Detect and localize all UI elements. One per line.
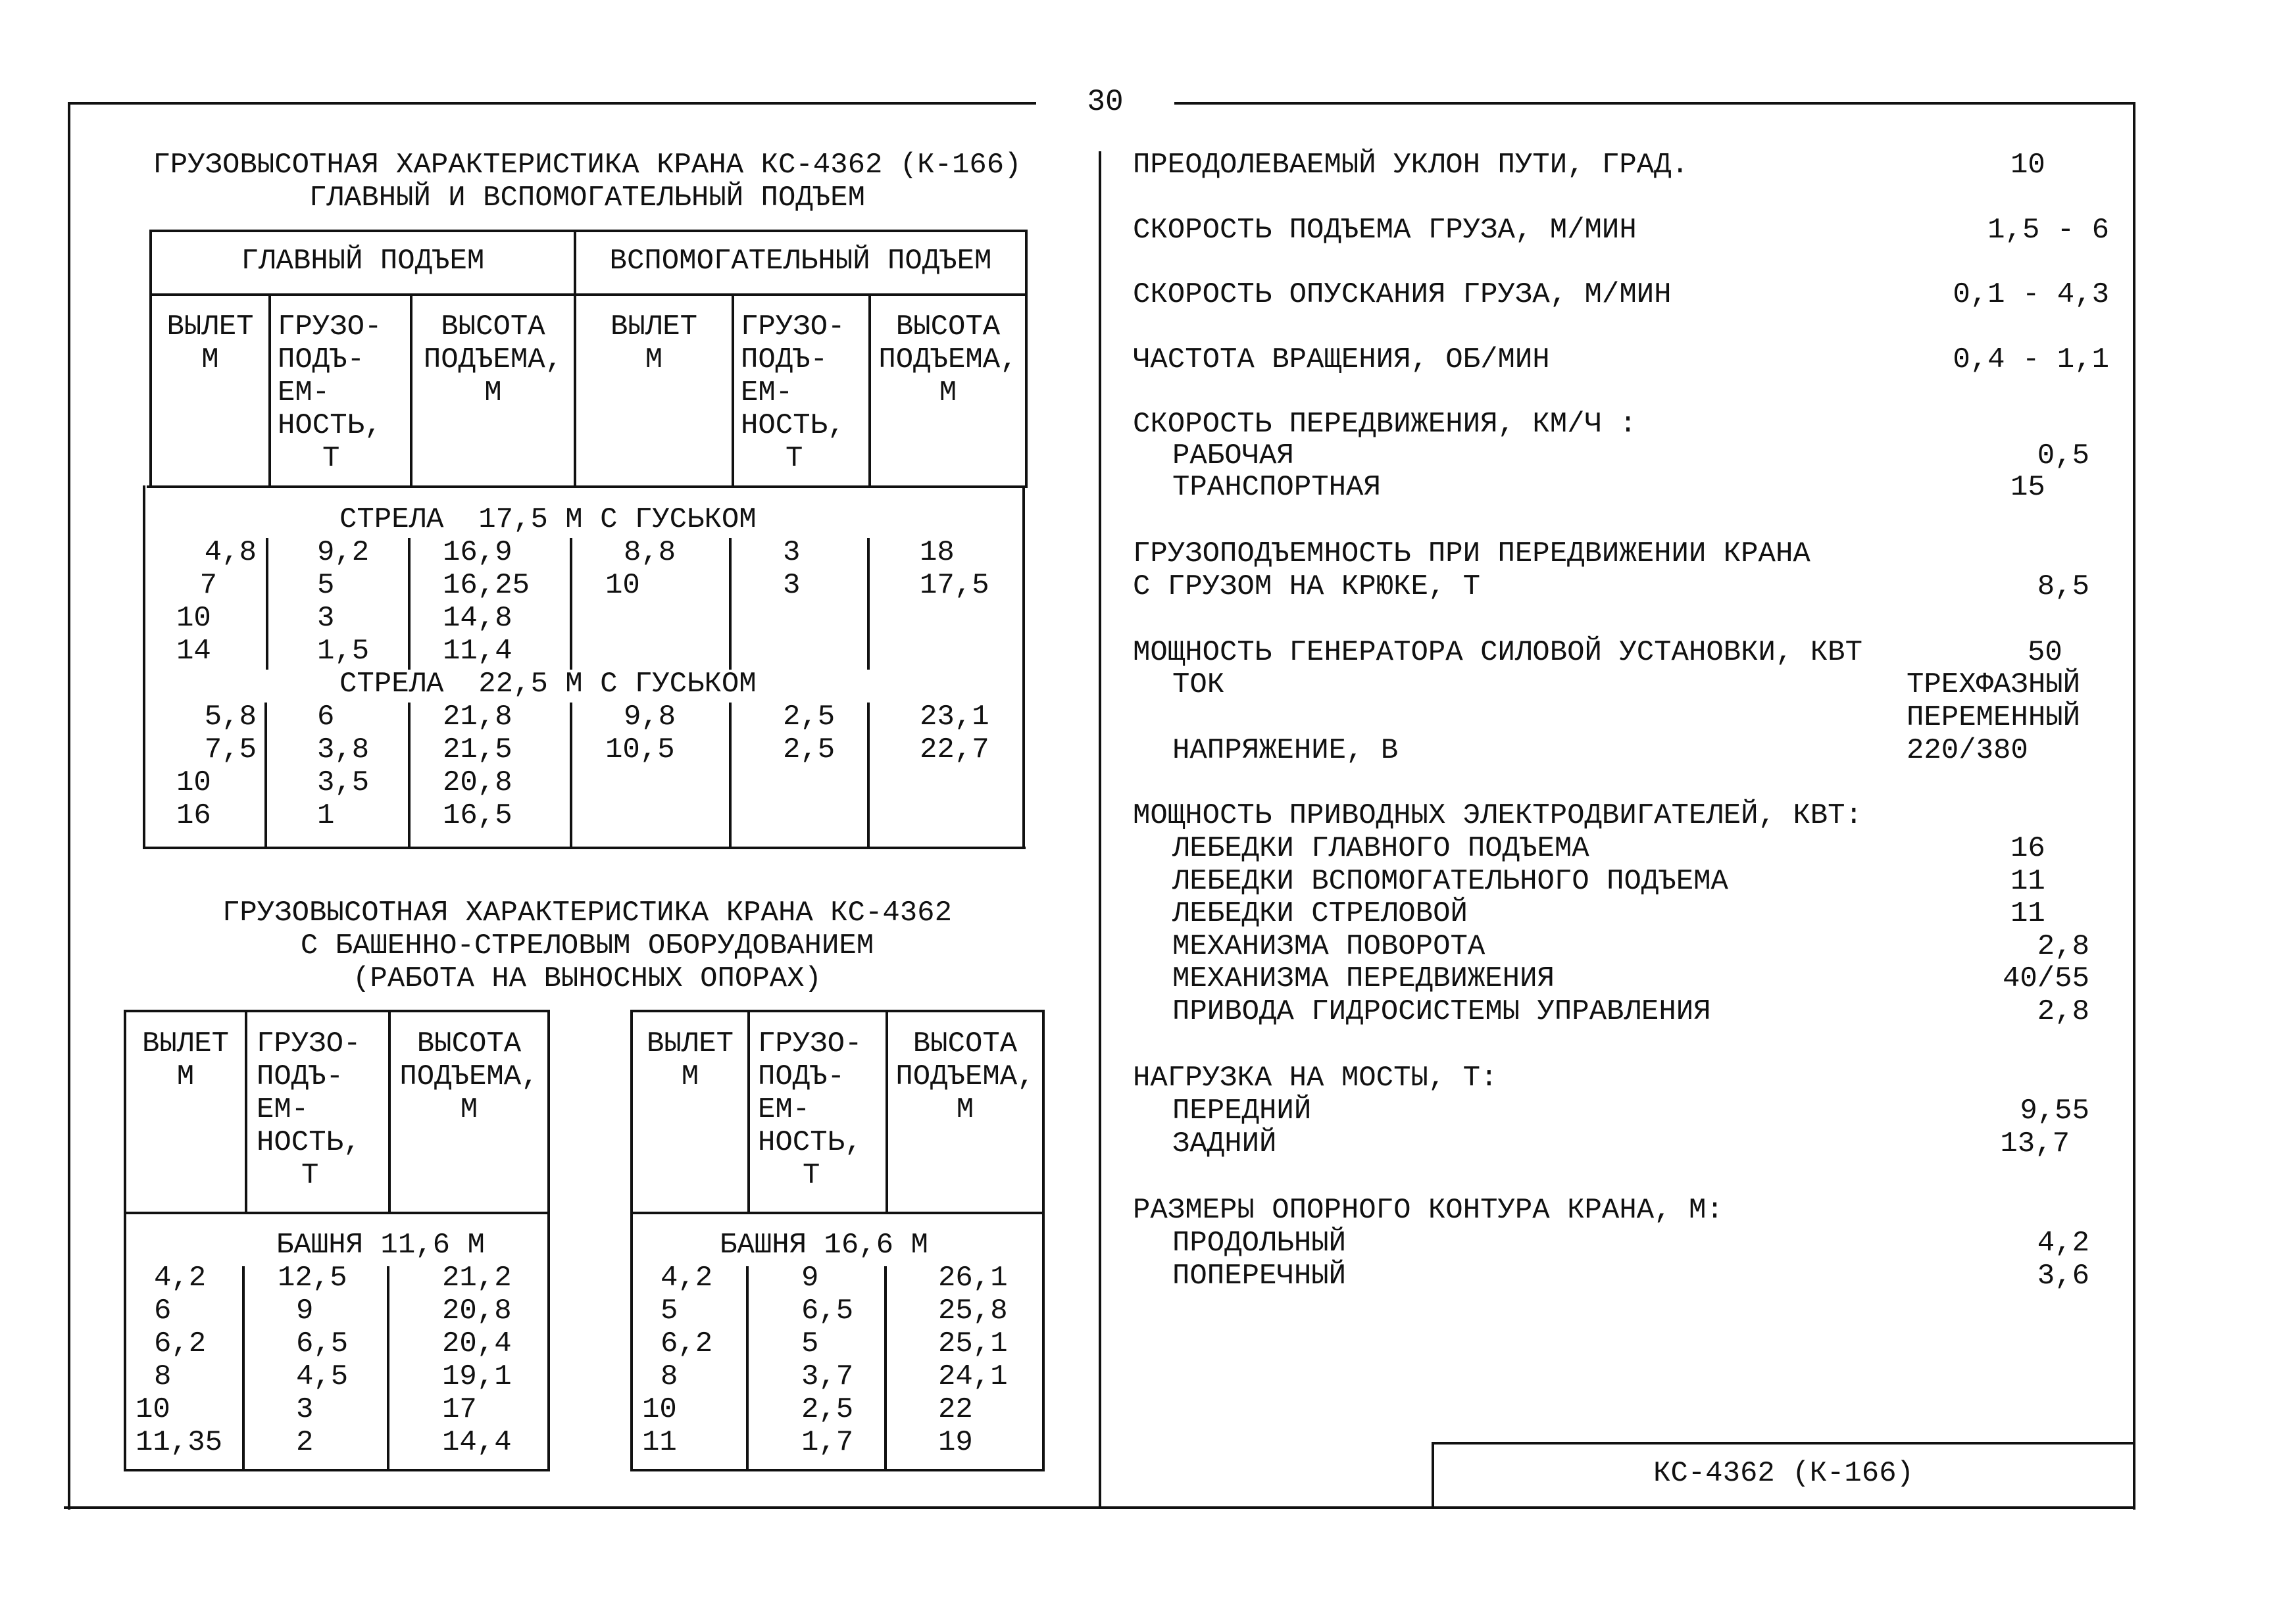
t2-r4-cap: 3 bbox=[296, 1393, 314, 1426]
t2-h-capacity: ГРУЗО- ПОДЪ- ЕМ- НОСТЬ, Т bbox=[257, 1027, 361, 1192]
t1-b1-r2-reach: 10 bbox=[176, 602, 211, 635]
t1-b1-r0-reach-aux: 8,8 bbox=[624, 536, 676, 569]
t1-b2-r3-h: 16,5 bbox=[443, 799, 512, 832]
t1-h-reach-aux: ВЫЛЕТ М bbox=[610, 310, 698, 376]
t2-r2-reach: 6,2 bbox=[154, 1327, 207, 1360]
t1-b2-r3-reach: 16 bbox=[176, 799, 211, 832]
t3-r5-cap: 1,7 bbox=[801, 1426, 854, 1459]
t3-r3-cap: 3,7 bbox=[801, 1360, 854, 1393]
contour-long-label: ПРОДОЛЬНЫЙ bbox=[1172, 1227, 1347, 1260]
motor-5-label: ПРИВОДА ГИДРОСИСТЕМЫ УПРАВЛЕНИЯ bbox=[1172, 995, 1711, 1028]
t1-b2-r3-cap: 1 bbox=[317, 799, 335, 832]
t1-b2-r2-reach: 10 bbox=[176, 766, 211, 799]
t3-r4-h: 22 bbox=[938, 1393, 973, 1426]
motor-2-label: ЛЕБЕДКИ СТРЕЛОВОЙ bbox=[1172, 897, 1468, 930]
t2-right bbox=[547, 1010, 550, 1471]
lower-speed-value: 0,1 - 4,3 bbox=[1953, 278, 2109, 311]
t1-b1-r0-cap-aux: 3 bbox=[783, 536, 801, 569]
t1-group-main: ГЛАВНЫЙ ПОДЪЕМ bbox=[241, 245, 485, 278]
t3-r5-h: 19 bbox=[938, 1426, 973, 1459]
motors-label: МОЩНОСТЬ ПРИВОДНЫХ ЭЛЕКТРОДВИГАТЕЛЕЙ, КВТ: bbox=[1133, 799, 1862, 832]
t1-c1-b bbox=[264, 703, 267, 849]
t2-r0-reach: 4,2 bbox=[154, 1262, 207, 1295]
t1-b2-r1-cap-aux: 2,5 bbox=[783, 733, 836, 766]
t3-h-capacity: ГРУЗО- ПОДЪ- ЕМ- НОСТЬ, Т bbox=[758, 1027, 862, 1192]
t1-b1-r2-cap: 3 bbox=[317, 602, 335, 635]
t3-header-line bbox=[630, 1212, 1045, 1214]
t1-h-capacity-aux: ГРУЗО- ПОДЪ- ЕМ- НОСТЬ, Т bbox=[741, 310, 845, 475]
axle-front-value: 9,55 bbox=[2020, 1095, 2089, 1127]
t3-h-height: ВЫСОТА ПОДЪЕМА, М bbox=[895, 1027, 1035, 1126]
t3-tower-label: БАШНЯ 16,6 М bbox=[720, 1229, 928, 1262]
t2-tower-label: БАШНЯ 11,6 М bbox=[276, 1229, 485, 1262]
motor-1-label: ЛЕБЕДКИ ВСПОМОГАТЕЛЬНОГО ПОДЪЕМА bbox=[1172, 865, 1728, 898]
capacity-travel-label2: С ГРУЗОМ НА КРЮКЕ, Т bbox=[1133, 570, 1481, 603]
t1-c1-head bbox=[268, 293, 271, 487]
t2-r3-h: 19,1 bbox=[442, 1360, 512, 1393]
t2-c1-head bbox=[245, 1010, 247, 1213]
t1-top bbox=[149, 230, 1028, 232]
capacity-travel-label1: ГРУЗОПОДЪЕМНОСТЬ ПРИ ПЕРЕДВИЖЕНИИ КРАНА bbox=[1133, 537, 1810, 570]
t3-r2-reach: 6,2 bbox=[661, 1327, 713, 1360]
t2-r2-h: 20,4 bbox=[442, 1327, 512, 1360]
slope-label: ПРЕОДОЛЕВАЕМЫЙ УКЛОН ПУТИ, ГРАД. bbox=[1133, 149, 1689, 182]
t1-b2-r1-h-aux: 22,7 bbox=[920, 733, 989, 766]
t1-b1-r0-reach: 4,8 bbox=[204, 536, 257, 569]
t1-b1-r0-h-aux: 18 bbox=[920, 536, 955, 569]
current-label: ТОК bbox=[1172, 668, 1225, 701]
voltage-value: 220/380 bbox=[1907, 734, 2028, 767]
rotation-label: ЧАСТОТА ВРАЩЕНИЯ, ОБ/МИН bbox=[1133, 343, 1550, 376]
t1-b1-r1-cap: 5 bbox=[317, 569, 335, 602]
t3-right bbox=[1042, 1010, 1045, 1471]
motor-5-value: 2,8 bbox=[2037, 995, 2089, 1028]
t1-b1-r0-h: 16,9 bbox=[443, 536, 512, 569]
t3-r0-h: 26,1 bbox=[938, 1262, 1008, 1295]
motor-1-value: 11 bbox=[2010, 865, 2045, 898]
travel-speed-label: СКОРОСТЬ ПЕРЕДВИЖЕНИЯ, КМ/Ч : bbox=[1133, 408, 1637, 441]
t3-c2 bbox=[884, 1266, 887, 1470]
t3-r1-h: 25,8 bbox=[938, 1295, 1008, 1327]
t1-group-aux: ВСПОМОГАТЕЛЬНЫЙ ПОДЪЕМ bbox=[609, 245, 992, 278]
t1-c2-b bbox=[408, 703, 411, 849]
contour-cross-label: ПОПЕРЕЧНЫЙ bbox=[1172, 1260, 1347, 1293]
t1-b2-r0-reach-aux: 9,8 bbox=[624, 701, 676, 733]
t1-c5-a bbox=[867, 538, 870, 670]
title2-line2: С БАШЕННО-СТРЕЛОВЫМ ОБОРУДОВАНИЕМ bbox=[300, 929, 874, 962]
t1-b2-r1-reach: 7,5 bbox=[204, 733, 257, 766]
t2-top bbox=[124, 1010, 550, 1012]
t1-c3-b bbox=[570, 703, 572, 849]
t1-b2-r0-reach: 5,8 bbox=[204, 701, 257, 733]
contour-label: РАЗМЕРЫ ОПОРНОГО КОНТУРА КРАНА, М: bbox=[1133, 1194, 1724, 1227]
generator-label: МОЩНОСТЬ ГЕНЕРАТОРА СИЛОВОЙ УСТАНОВКИ, КВТ bbox=[1133, 636, 1862, 669]
t1-group-line bbox=[149, 293, 1028, 296]
motor-0-value: 16 bbox=[2010, 832, 2045, 865]
frame-top-left bbox=[69, 102, 1036, 105]
t2-r3-cap: 4,5 bbox=[296, 1360, 349, 1393]
t1-b1-r3-cap: 1,5 bbox=[317, 635, 370, 668]
t3-bottom bbox=[630, 1469, 1045, 1471]
t1-b2-r0-cap: 6 bbox=[317, 701, 335, 733]
capacity-travel-value: 8,5 bbox=[2037, 570, 2089, 603]
frame-top-right bbox=[1174, 102, 2135, 105]
t3-r4-cap: 2,5 bbox=[801, 1393, 854, 1426]
model-box: КС-4362 (К-166) bbox=[1653, 1457, 1914, 1490]
title1-line1: ГРУЗОВЫСОТНАЯ ХАРАКТЕРИСТИКА КРАНА КС-4362 (К-166) bbox=[153, 149, 1022, 182]
t2-h-reach: ВЫЛЕТ М bbox=[141, 1027, 230, 1093]
t1-c4-head bbox=[732, 293, 734, 487]
lift-speed-label: СКОРОСТЬ ПОДЪЕМА ГРУЗА, М/МИН bbox=[1133, 214, 1637, 247]
title2-line1: ГРУЗОВЫСОТНАЯ ХАРАКТЕРИСТИКА КРАНА КС-4362 bbox=[222, 897, 952, 929]
t3-r1-reach: 5 bbox=[661, 1295, 678, 1327]
t1-bottom bbox=[143, 847, 1026, 849]
axle-rear-value: 13,7 bbox=[2000, 1127, 2070, 1160]
t3-r1-cap: 6,5 bbox=[801, 1295, 854, 1327]
t1-c4-a bbox=[729, 538, 732, 670]
t2-r1-cap: 9 bbox=[296, 1295, 314, 1327]
current-value1: ТРЕХФАЗНЫЙ bbox=[1907, 668, 2081, 701]
voltage-label: НАПРЯЖЕНИЕ, В bbox=[1172, 734, 1399, 767]
motor-3-value: 2,8 bbox=[2037, 930, 2089, 963]
t3-r3-reach: 8 bbox=[661, 1360, 678, 1393]
t1-b1-r1-reach-aux: 10 bbox=[605, 569, 640, 602]
t3-r0-cap: 9 bbox=[801, 1262, 819, 1295]
t1-c1-a bbox=[266, 538, 268, 670]
slope-value: 10 bbox=[2010, 149, 2045, 182]
t1-c2-a bbox=[408, 538, 411, 670]
t1-left-bottom bbox=[143, 485, 145, 849]
t1-b2-r2-cap: 3,5 bbox=[317, 766, 370, 799]
t2-r1-h: 20,8 bbox=[442, 1295, 512, 1327]
motor-0-label: ЛЕБЕДКИ ГЛАВНОГО ПОДЪЕМА bbox=[1172, 832, 1589, 865]
travel-transport-value: 15 bbox=[2010, 471, 2045, 504]
t2-r5-cap: 2 bbox=[296, 1426, 314, 1459]
motor-2-value: 11 bbox=[2010, 897, 2045, 930]
motor-4-value: 40/55 bbox=[2002, 962, 2089, 995]
t1-header-line bbox=[147, 485, 1028, 488]
axle-label: НАГРУЗКА НА МОСТЫ, Т: bbox=[1133, 1062, 1498, 1095]
t2-r1-reach: 6 bbox=[154, 1295, 172, 1327]
t1-b2-r1-cap: 3,8 bbox=[317, 733, 370, 766]
t1-h-height-aux: ВЫСОТА ПОДЪЕМА, М bbox=[878, 310, 1018, 409]
t2-r4-h: 17 bbox=[442, 1393, 477, 1426]
t1-b1-r3-h: 11,4 bbox=[443, 635, 512, 668]
travel-transport-label: ТРАНСПОРТНАЯ bbox=[1172, 471, 1381, 504]
t1-b2-r1-h: 21,5 bbox=[443, 733, 512, 766]
t3-c1 bbox=[746, 1266, 749, 1470]
t1-b1-r2-h: 14,8 bbox=[443, 602, 512, 635]
t2-r0-h: 21,2 bbox=[442, 1262, 512, 1295]
t1-h-capacity: ГРУЗО- ПОДЪ- ЕМ- НОСТЬ, Т bbox=[278, 310, 382, 475]
t1-b2-r1-reach-aux: 10,5 bbox=[605, 733, 675, 766]
t1-b1-r1-cap-aux: 3 bbox=[783, 569, 801, 602]
rotation-value: 0,4 - 1,1 bbox=[1953, 343, 2109, 376]
generator-value: 50 bbox=[2028, 636, 2062, 669]
t1-b1-r3-reach: 14 bbox=[176, 635, 211, 668]
t1-right-bottom bbox=[1022, 485, 1025, 849]
contour-cross-value: 3,6 bbox=[2037, 1260, 2089, 1293]
t2-r0-cap: 12,5 bbox=[278, 1262, 347, 1295]
title2-line3: (РАБОТА НА ВЫНОСНЫХ ОПОРАХ) bbox=[353, 962, 822, 995]
t3-r2-cap: 5 bbox=[801, 1327, 819, 1360]
t2-c1 bbox=[242, 1266, 245, 1470]
t1-b2-r0-h-aux: 23,1 bbox=[920, 701, 989, 733]
t2-header-line bbox=[124, 1212, 550, 1214]
t1-b2-r2-h: 20,8 bbox=[443, 766, 512, 799]
axle-rear-label: ЗАДНИЙ bbox=[1172, 1127, 1277, 1160]
t1-h-height: ВЫСОТА ПОДЪЕМА, М bbox=[423, 310, 563, 409]
t1-b1-r1-h: 16,25 bbox=[443, 569, 530, 602]
frame-left bbox=[68, 102, 70, 1510]
t3-r5-reach: 11 bbox=[642, 1426, 677, 1459]
axle-front-label: ПЕРЕДНИЙ bbox=[1172, 1095, 1312, 1127]
t1-c3-a bbox=[570, 538, 572, 670]
t2-c2 bbox=[387, 1266, 389, 1470]
t3-top bbox=[630, 1010, 1045, 1012]
lower-speed-label: СКОРОСТЬ ОПУСКАНИЯ ГРУЗА, М/МИН bbox=[1133, 278, 1672, 311]
motor-4-label: МЕХАНИЗМА ПЕРЕДВИЖЕНИЯ bbox=[1172, 962, 1555, 995]
t3-h-reach: ВЫЛЕТ М bbox=[646, 1027, 734, 1093]
travel-work-value: 0,5 bbox=[2037, 439, 2089, 472]
t2-r3-reach: 8 bbox=[154, 1360, 172, 1393]
t1-b2-r0-cap-aux: 2,5 bbox=[783, 701, 836, 733]
t2-r2-cap: 6,5 bbox=[296, 1327, 349, 1360]
t2-r5-h: 14,4 bbox=[442, 1426, 512, 1459]
t1-b2-r0-h: 21,8 bbox=[443, 701, 512, 733]
contour-long-value: 4,2 bbox=[2037, 1227, 2089, 1260]
lift-speed-value: 1,5 - 6 bbox=[1987, 214, 2109, 247]
t2-bottom bbox=[124, 1469, 550, 1471]
t1-c5-b bbox=[867, 703, 870, 849]
t1-c4-b bbox=[729, 703, 732, 849]
t3-c1-head bbox=[747, 1010, 750, 1213]
frame-center bbox=[1099, 151, 1101, 1509]
t2-h-height: ВЫСОТА ПОДЪЕМА, М bbox=[399, 1027, 539, 1126]
t1-b1-r0-cap: 9,2 bbox=[317, 536, 370, 569]
t3-r3-h: 24,1 bbox=[938, 1360, 1008, 1393]
page-number: 30 bbox=[1087, 85, 1124, 119]
t1-b1-r1-reach: 7 bbox=[199, 569, 217, 602]
motor-3-label: МЕХАНИЗМА ПОВОРОТА bbox=[1172, 930, 1485, 963]
t1-boom1-label: СТРЕЛА 17,5 М С ГУСЬКОМ bbox=[339, 503, 757, 536]
title1-line2: ГЛАВНЫЙ И ВСПОМОГАТЕЛЬНЫЙ ПОДЪЕМ bbox=[309, 182, 865, 214]
t3-r2-h: 25,1 bbox=[938, 1327, 1008, 1360]
t1-boom2-label: СТРЕЛА 22,5 М С ГУСЬКОМ bbox=[339, 668, 757, 701]
frame-right bbox=[2133, 102, 2135, 1510]
t1-b1-r1-h-aux: 17,5 bbox=[920, 569, 989, 602]
current-value2: ПЕРЕМЕННЫЙ bbox=[1907, 701, 2081, 734]
travel-work-label: РАБОЧАЯ bbox=[1172, 439, 1294, 472]
model-box-top bbox=[1432, 1442, 2135, 1444]
t2-r4-reach: 10 bbox=[136, 1393, 170, 1426]
t2-r5-reach: 11,35 bbox=[136, 1426, 223, 1459]
t1-h-reach: ВЫЛЕТ М bbox=[166, 310, 254, 376]
t3-r4-reach: 10 bbox=[642, 1393, 677, 1426]
t1-right-top bbox=[1025, 230, 1028, 487]
t3-r0-reach: 4,2 bbox=[661, 1262, 713, 1295]
